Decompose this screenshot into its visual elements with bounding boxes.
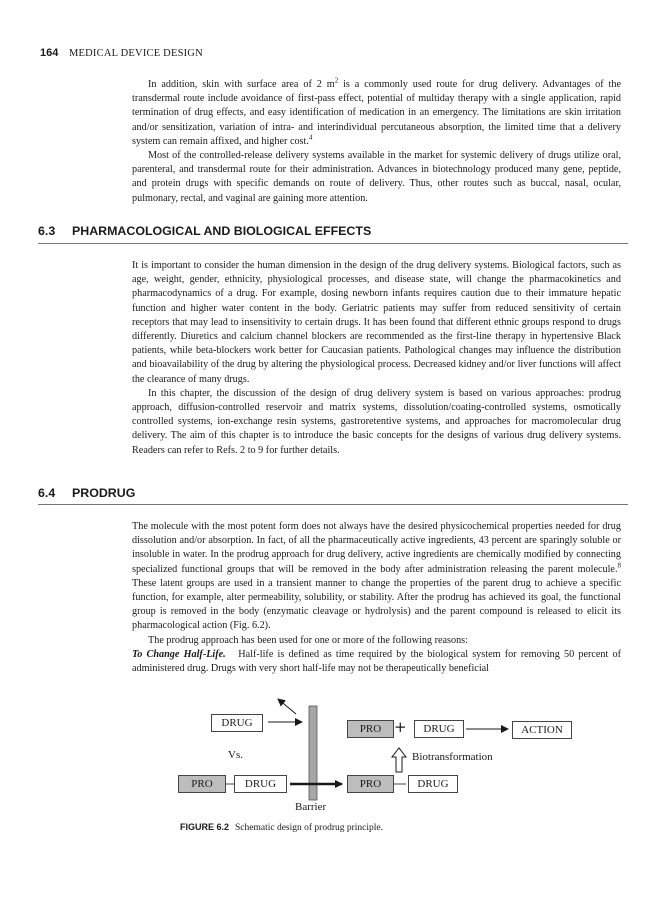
section-6-4-paragraph-1: The molecule with the most potent form does not always have the desired physicochemical properties needed for drug dissolution and/or absorption. In fact, of all the pharmaceutically active ingredients, 43 percent are sparingly soluble or insoluble in water. In the prodrug approach for drug delivery, active ingredients are chemically modified by connecting specialized functional groups that will be removed in the body after administration releasing the parent molecule.$^8$ These latent groups are used in a transient manner to change the properties of the parent drug to achieve a specific function, for example, alter permeability, solubility, or stability. After the prodrug has achieved its goal, the functional group is removed in the body (enzymatic cleavage or hydrolysis) and the parent compound is released to elicit its pharmacological action (Fig. 6.2). xyxy=(132,521,621,632)
section-6-3-paragraph-2: In this chapter, the discussion of the design of drug delivery system is based on various approaches: prodrug approach, diffusion-controlled reservoir and matrix systems, dissolution/coating-controlled systems, osmotically controlled systems, ion-exchange resin systems, gastroretentive systems, and approaches for macromolecular drug delivery. The aim of this chapter is to introduce the basic concepts for the designs of various drug delivery systems. Readers can refer to Refs. 2 to 9 for further details. xyxy=(132,387,621,456)
drug-box-bottom-right: DRUG xyxy=(408,775,458,793)
section-rule xyxy=(38,504,628,505)
action-box: ACTION xyxy=(512,721,572,739)
arrow-reflected xyxy=(278,699,296,714)
plus-sign: + xyxy=(394,718,407,736)
drug-box-left: DRUG xyxy=(234,775,287,793)
figure-caption-text: Schematic design of prodrug principle. xyxy=(235,823,384,833)
barrier-label: Barrier xyxy=(295,801,327,813)
page-number: 164 xyxy=(40,47,59,59)
pro-box-left: PRO xyxy=(178,775,226,793)
section-6-4-text xyxy=(132,520,621,676)
section-6-4-paragraph-3: To Change Half-Life. Half-life is defined as time required by the biological system for removing 50 percent of administered drug. Drugs with very short half-life may not be therapeutically beneficial xyxy=(132,648,621,675)
running-title: MEDICAL DEVICE DESIGN xyxy=(68,48,203,59)
section-6-3-paragraph-1: It is important to consider the human dimension in the design of the drug delivery systems. Biological factors, such as age, weight, gender, ethnicity, physiological processes, and disease state, will change the pharmacokinetics and pharmacodynamics of a drug. For example, dosing newborn infants requires caution due to their immature hepatic function and higher water content in the body. Geriatric patients may suffer from reduced sensitivity of certain receptors that may lead to insensitivity to certain drugs. It has been found that different ethnic groups respond to drugs differently. Diuretics and calcium channel blockers are recommended as the first-line therapy in hypertensive Black patients, while beta-blockers work better for Caucasian patients. Pathological changes may influence the distribution and bioavailability of the drug by altering the physiological process. Decreased kidney and/or liver functions will affect the clearance of many drugs. xyxy=(132,260,621,385)
drug-box-top-right: DRUG xyxy=(414,720,464,738)
section-6-3-text xyxy=(132,259,621,458)
section-6-4-paragraph-2: The prodrug approach has been used for one or more of the following reasons: xyxy=(148,634,468,646)
figure-caption-label: FIGURE 6.2 xyxy=(180,822,230,832)
section-rule xyxy=(38,243,628,244)
intro-paragraph-2: Most of the controlled-release delivery systems available in the market for systemic delivery of drugs utilize oral, parenteral, and transdermal route for their administration. Advances in biotechnology produced many gene, peptide, and protein drugs with specific demands on route of delivery. Thus, other routes such as buccal, nasal, ocular, pulmonary, rectal, and vaginal are gaining more attention. xyxy=(132,150,621,204)
barrier-bar xyxy=(309,706,317,800)
figure-caption xyxy=(180,822,383,833)
arrow-biotransformation xyxy=(392,748,406,772)
section-heading-6-3: 6.3 PHARMACOLOGICAL AND BIOLOGICAL EFFECTS xyxy=(38,224,372,238)
run-in-heading: To Change Half-Life. xyxy=(132,648,226,660)
intro-text xyxy=(132,78,621,206)
intro-paragraph-1: In addition, skin with surface area of 2 $m^2$ is a commonly used route for drug delivery. Advantages of the transdermal route include avoidance of first-pass effect, potential of multiday therapy with a single application, rapid termination of drug effects, and easy identification of medication in an emergency. The limitations are skin irritation and/or sensitization, variation of intra- and interindividual percutaneous absorption, the limited time that a delivery system can remain affixed, and higher cost.$^4$ xyxy=(132,76,621,147)
drug-box-top: DRUG xyxy=(211,714,263,732)
pro-box-top-right: PRO xyxy=(347,720,394,738)
pro-box-bottom-right: PRO xyxy=(347,775,394,793)
section-heading-6-4: 6.4 PRODRUG xyxy=(38,486,136,500)
vs-label: Vs. xyxy=(228,749,243,761)
running-header xyxy=(40,47,203,59)
biotransformation-label: Biotransformation xyxy=(412,751,493,763)
